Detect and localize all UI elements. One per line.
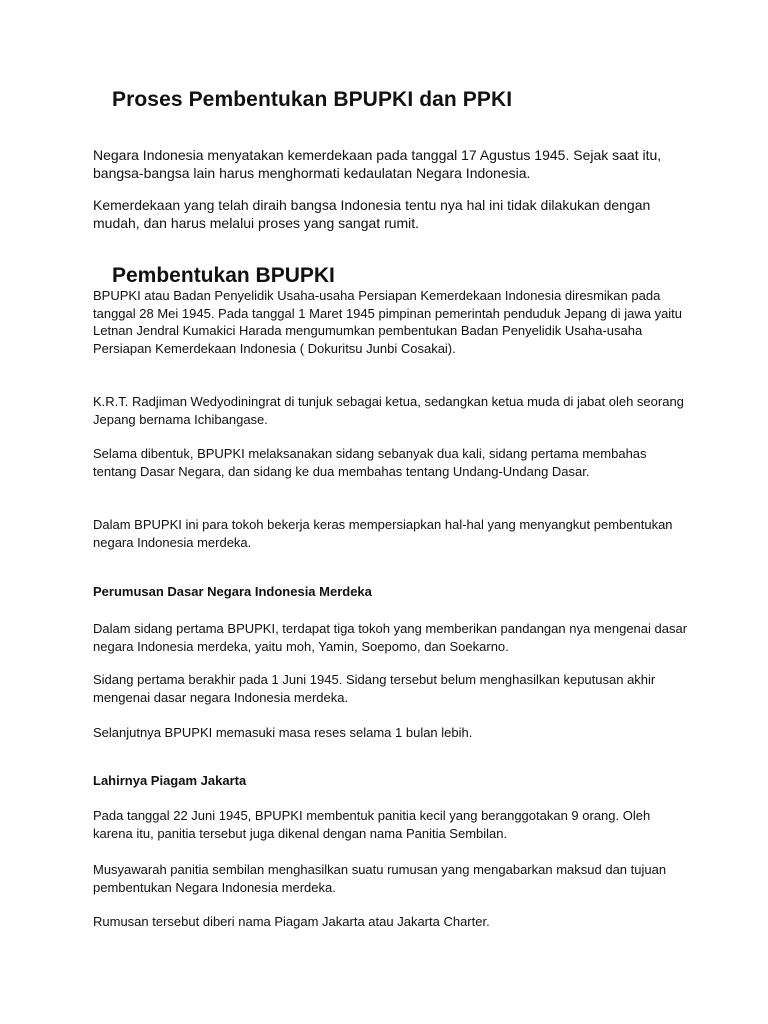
body-paragraph: Musyawarah panitia sembilan menghasilkan suatu rumusan yang mengabarkan maksud dan tujuan pembentukan Negara Indonesia merdeka. <box>93 862 667 895</box>
body-paragraph: Selama dibentuk, BPUPKI melaksanakan sidang sebanyak dua kali, sidang pertama membahas tentang Dasar Negara, dan sidang ke dua membahas tentang Undang-Undang Dasar. <box>93 446 647 479</box>
page-title: Proses Pembentukan BPUPKI dan PPKI <box>112 88 513 111</box>
body-paragraph: BPUPKI atau Badan Penyelidik Usaha-usaha Persiapan Kemerdekaan Indonesia diresmikan pada tanggal 28 Mei 1945. Pada tanggal 1 Maret 1945 pimpinan pemerintah penduduk Jepang di jawa yaitu Letnan Jendral Kumakici Harada mengumumkan pembentukan Badan Penyelidik Usaha-usaha Persiapan Kemerdekaan Indonesia ( Dokuritsu Junbi Cosakai). <box>93 288 683 356</box>
section-heading-perumusan: Perumusan Dasar Negara Indonesia Merdeka <box>93 584 372 599</box>
body-paragraph: Pada tanggal 22 Juni 1945, BPUPKI membentuk panitia kecil yang beranggotakan 9 orang. Oleh karena itu, panitia tersebut juga dikenal dengan nama Panitia Sembilan. <box>93 808 651 841</box>
section-heading-bpupki: Pembentukan BPUPKI <box>112 264 335 287</box>
body-paragraph: Rumusan tersebut diberi nama Piagam Jakarta atau Jakarta Charter. <box>93 914 490 929</box>
intro-paragraph: Negara Indonesia menyatakan kemerdekaan pada tanggal 17 Agustus 1945. Sejak saat itu, bangsa-bangsa lain harus menghormati kedaulatan Negara Indonesia. <box>93 147 662 181</box>
body-paragraph: Sidang pertama berakhir pada 1 Juni 1945. Sidang tersebut belum menghasilkan keputusan akhir mengenai dasar negara Indonesia merdeka. <box>93 672 656 705</box>
body-paragraph: Selanjutnya BPUPKI memasuki masa reses selama 1 bulan lebih. <box>93 725 473 740</box>
body-paragraph: K.R.T. Radjiman Wedyodiningrat di tunjuk sebagai ketua, sedangkan ketua muda di jabat oleh seorang Jepang bernama Ichibangase. <box>93 394 684 427</box>
section-heading-piagam-jakarta: Lahirnya Piagam Jakarta <box>93 773 247 788</box>
body-paragraph: Dalam sidang pertama BPUPKI, terdapat tiga tokoh yang memberikan pandangan nya mengenai dasar negara Indonesia merdeka, yaitu moh, Yamin, Soepomo, dan Soekarno. <box>93 621 688 654</box>
body-paragraph: Dalam BPUPKI ini para tokoh bekerja keras mempersiapkan hal-hal yang menyangkut pembentukan negara Indonesia merdeka. <box>93 517 673 550</box>
intro-paragraph: Kemerdekaan yang telah diraih bangsa Indonesia tentu nya hal ini tidak dilakukan dengan mudah, dan harus melalui proses yang sangat rumit. <box>93 197 651 231</box>
